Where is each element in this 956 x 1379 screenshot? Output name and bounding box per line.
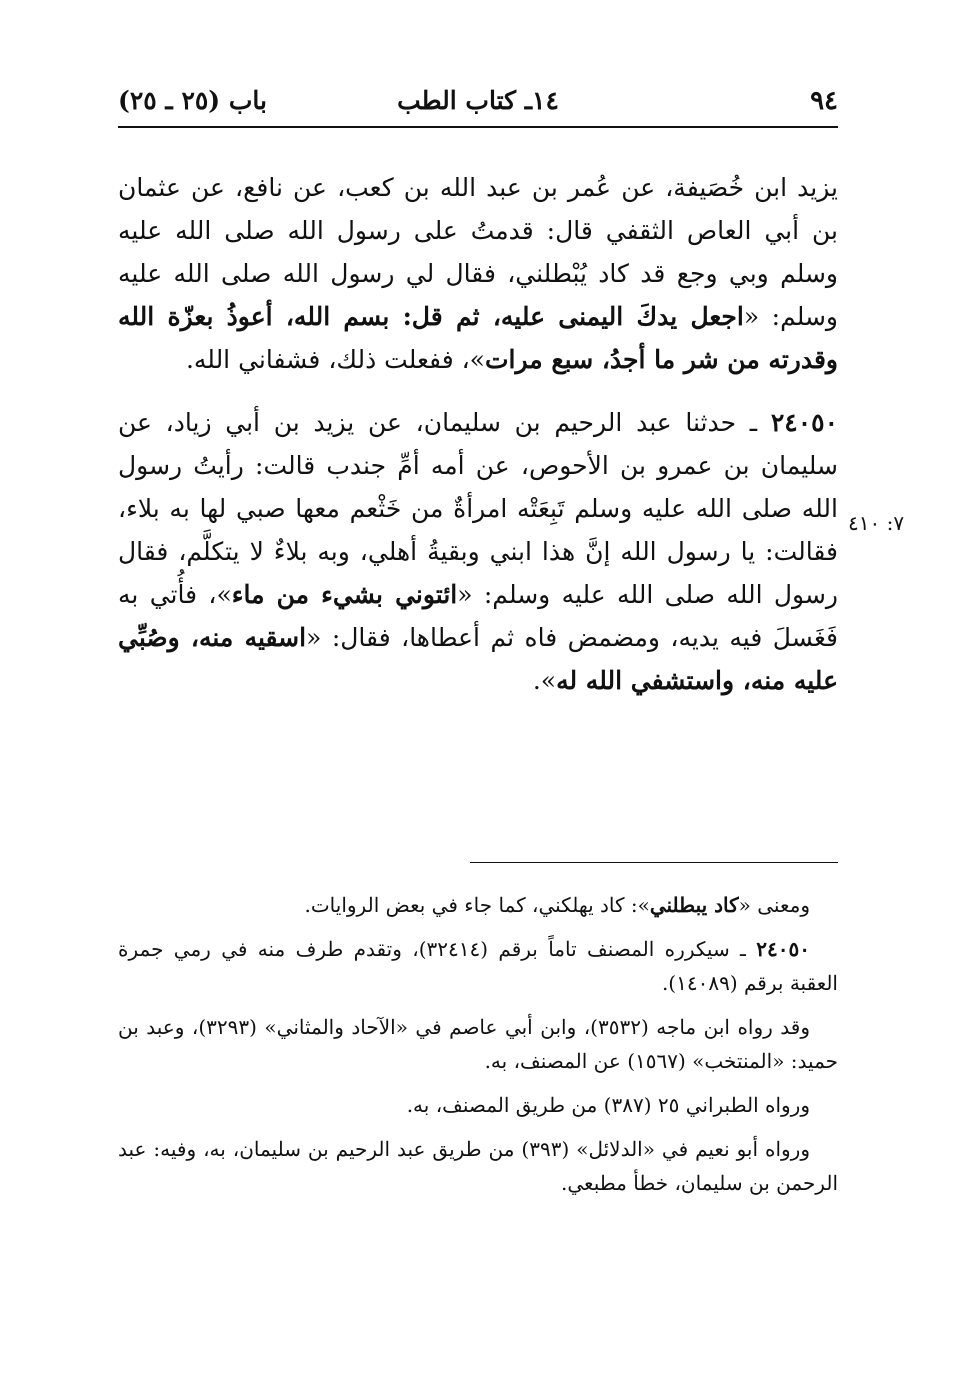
footnote-divider	[470, 862, 838, 863]
footnote: ورواه الطبراني ٢٥ (٣٨٧) من طريق المصنف، به.	[406, 1093, 810, 1117]
text-span: »، ففعلت ذلك، فشفاني الله.	[185, 345, 485, 374]
text-span: يزيد ابن خُصَيفة، عن عُمر بن عبد الله بن كعب، عن نافع، عن عثمان بن أبي العاص الثقفي قال: قدمتُ على رسول الله صلى الله عليه وسلم وبي وجع قد كاد يُبْطلني، فقال لي رسول الله صلى الله عليه وسلم: «	[118, 173, 839, 331]
footnotes	[118, 888, 838, 1210]
footnote-number: ٢٤٠٥٠	[756, 937, 810, 961]
footnote-term: كاد يبطلني	[649, 893, 739, 917]
prophetic-quote: اسقيه منه، وصُبِّي عليه منه، واستشفي الله له	[118, 623, 838, 695]
page-header	[118, 86, 838, 128]
prophetic-quote: ائتوني بشيء من ماء	[231, 580, 458, 609]
text-span: ـ حدثنا عبد الرحيم بن سليمان، عن يزيد بن أبي زياد، عن سليمان بن عمرو بن الأحوص، عن أمه أمِّ جندب قالت: رأيتُ رسول الله صلى الله عليه وسلم تَبِعَتْه امرأةٌ من خَثْعم معها صبي لها به بلاء، فقالت: يا رسول الله إنَّ هذا ابني وبقيةُ أهلي، وبه بلاءٌ لا يتكلَّم، فقال رسول الله صلى الله عليه وسلم: «	[118, 408, 838, 609]
text-span: ـ سيكرره المصنف تاماً برقم (٣٢٤١٤)، وتقدم طرف منه في رمي جمرة العقبة برقم (١٤٠٨٩).	[118, 937, 838, 995]
hadith-paragraph	[118, 401, 838, 702]
text-span: »، فأُتي به فَغَسلَ فيه يديه، ومضمض فاه ثم أعطاها، فقال: «	[118, 580, 839, 652]
footnote: وقد رواه ابن ماجه (٣٥٣٢)، وابن أبي عاصم في «الآحاد والمثاني» (٣٢٩٣)، وعبد بن حميد: «المنتخب» (١٥٦٧) عن المصنف، به.	[118, 1015, 838, 1073]
chapter-label: باب (٢٥ ـ ٢٥)	[118, 86, 267, 115]
prophetic-quote: اجعل يدكَ اليمنى عليه، ثم قل: بسم الله، أعوذُ بعزّة الله وقدرته من شر ما أجدُ، سبع مرات	[118, 302, 838, 374]
footnote	[118, 932, 838, 1000]
footnote	[118, 888, 838, 922]
text-span: »: كاد يهلكني، كما جاء في بعض الروايات.	[304, 893, 650, 917]
page-number: ٩٤	[810, 86, 838, 116]
main-text	[118, 166, 838, 702]
text-span: ».	[532, 666, 557, 695]
footnote: ورواه أبو نعيم في «الدلائل» (٣٩٣) من طريق عبد الرحيم بن سليمان، به، وفيه: عبد الرحمن بن سليمان، خطأ مطبعي.	[118, 1137, 838, 1195]
hadith-number: ٢٤٠٥٠	[770, 408, 838, 437]
book-title: ١٤ـ كتاب الطب	[397, 86, 559, 115]
hadith-paragraph-continued	[118, 166, 838, 381]
text-span: ومعنى «	[738, 893, 810, 917]
margin-reference: ٧: ٤١٠	[848, 511, 905, 535]
